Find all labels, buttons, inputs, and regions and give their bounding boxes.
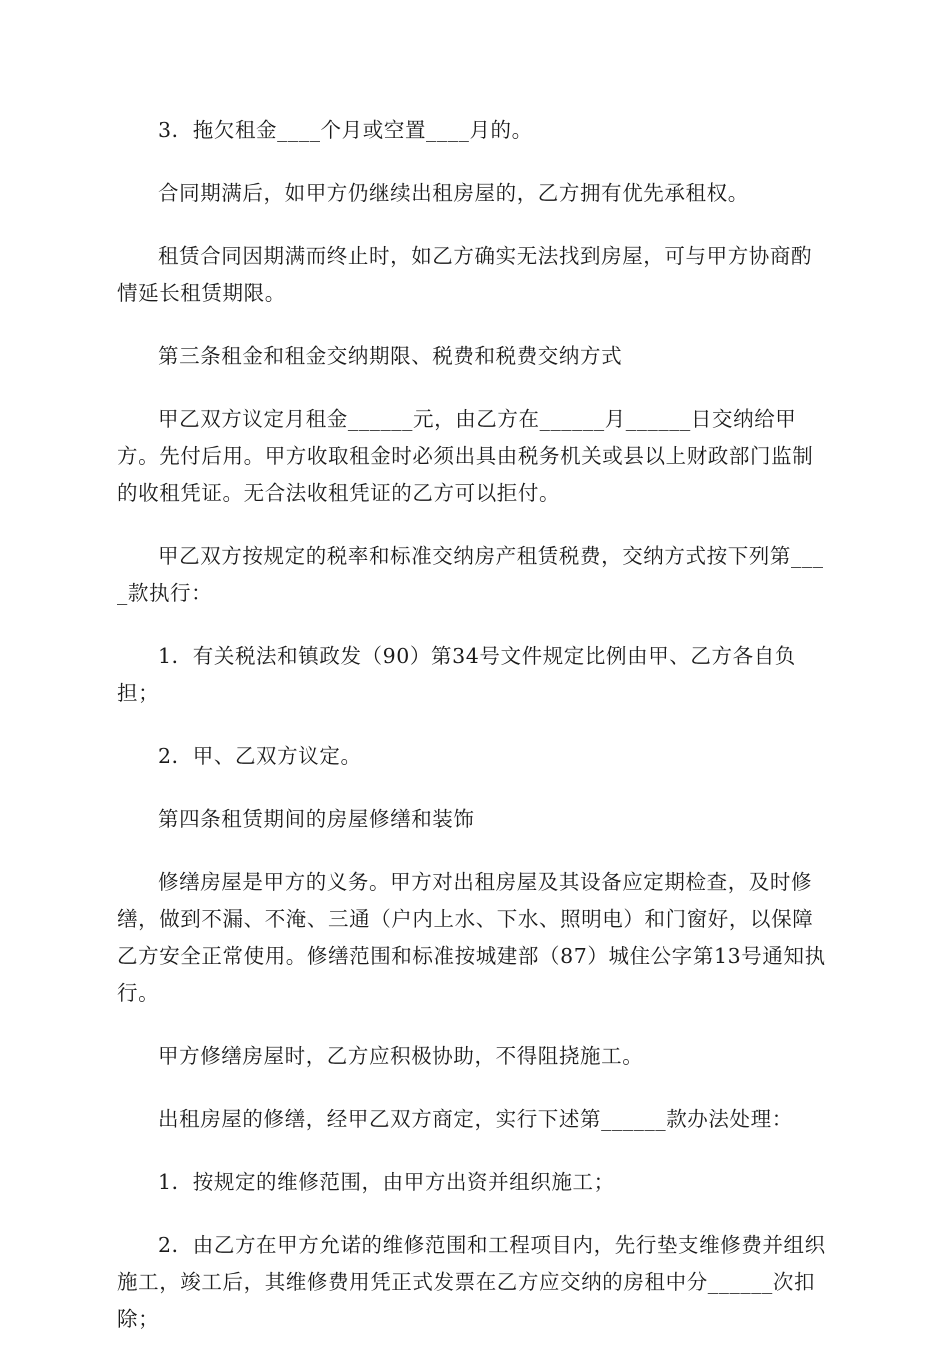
paragraph-6: 甲乙双方按规定的税率和标准交纳房产租赁税费，交纳方式按下列第____款执行： bbox=[117, 544, 824, 605]
article-4-heading: 第四条租赁期间的房屋修缮和装饰 bbox=[158, 807, 475, 831]
paragraph-7: 1．有关税法和镇政发（90）第34号文件规定比例由甲、乙方各自负担； bbox=[117, 644, 796, 705]
document-body bbox=[117, 112, 833, 1364]
paragraph-1: 3．拖欠租金____个月或空置____月的。 bbox=[158, 118, 533, 142]
paragraph-14: 2．由乙方在甲方允诺的维修范围和工程项目内，先行垫支维修费并组织施工，竣工后，其维修费用凭正式发票在乙方应交纳的房租中分______次扣除； bbox=[117, 1233, 826, 1331]
paragraph-2: 合同期满后，如甲方仍继续出租房屋的，乙方拥有优先承租权。 bbox=[158, 181, 749, 205]
paragraph-8: 2．甲、乙双方议定。 bbox=[158, 744, 362, 768]
paragraph-3: 租赁合同因期满而终止时，如乙方确实无法找到房屋，可与甲方协商酌情延长租赁期限。 bbox=[117, 244, 813, 305]
paragraph-13: 1．按规定的维修范围，由甲方出资并组织施工； bbox=[158, 1170, 615, 1194]
paragraph-5: 甲乙双方议定月租金______元，由乙方在______月______日交纳给甲方。先付后用。甲方收取租金时必须出具由税务机关或县以上财政部门监制的收租凭证。无合法收租凭证的乙方可以拒付。 bbox=[117, 407, 814, 505]
paragraph-11: 甲方修缮房屋时，乙方应积极协助，不得阻挠施工。 bbox=[158, 1044, 644, 1068]
article-3-heading: 第三条租金和租金交纳期限、税费和税费交纳方式 bbox=[158, 344, 623, 368]
paragraph-12: 出租房屋的修缮，经甲乙双方商定，实行下述第______款办法处理： bbox=[158, 1107, 793, 1131]
paragraph-10: 修缮房屋是甲方的义务。甲方对出租房屋及其设备应定期检查，及时修缮，做到不漏、不淹、三通（户内上水、下水、照明电）和门窗好，以保障乙方安全正常使用。修缮范围和标准按城建部（87）城住公字第13号通知执行。 bbox=[117, 870, 826, 1005]
